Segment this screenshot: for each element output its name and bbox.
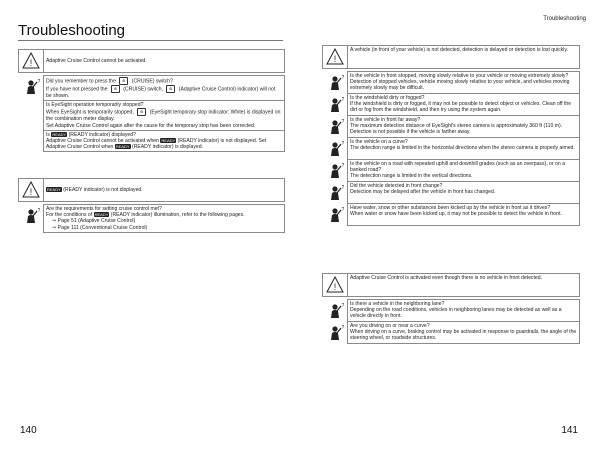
title-rule [18, 40, 283, 41]
acc-indicator-icon: ⊛ [166, 85, 175, 93]
list-item [44, 101, 285, 131]
list-item [348, 300, 580, 322]
warning-icon-cell [323, 46, 348, 69]
answer-text: For the conditions of [46, 212, 93, 219]
page-number-left: 140 [20, 425, 37, 436]
table-row [19, 179, 285, 202]
list-item [348, 204, 580, 226]
question-text: Are the requirements for setting cruise control met? [46, 206, 162, 212]
answer-text: When EyeSight is temporarily stopped, [46, 109, 134, 116]
table-row [323, 322, 580, 344]
page-reference: ⇒ Page 51 (Adaptive Cruise Control) [52, 218, 136, 225]
warning-icon-cell [19, 50, 44, 73]
list-item [348, 116, 580, 138]
table-row [323, 160, 580, 182]
answer-text: If you have not pressed the [46, 86, 108, 93]
ready-indicator-icon: READY [161, 138, 176, 144]
table-row [323, 204, 580, 226]
list-item [348, 138, 580, 160]
person-question-icon [326, 74, 344, 92]
troubleshoot-table-acc-not-activated [18, 49, 285, 152]
list-item [348, 322, 580, 344]
question-text: Is there a vehicle in the neighboring lane? [350, 301, 445, 307]
question-text: Is the windshield dirty or fogged? [350, 95, 425, 101]
answer-text: Depending on the road conditions, vehicles in neighboring lanes may be detected as well as a vehicle directly in front. [350, 307, 562, 320]
list-item [44, 205, 285, 233]
person-question-icon [326, 162, 344, 180]
warning-icon [326, 276, 344, 294]
question-icon-cell [19, 76, 44, 152]
question-text: Is the vehicle on a road with repeated uphill and downhill grades (such as an overpass), or on a banked road? [350, 161, 565, 174]
problem-label: A vehicle (in front of your vehicle) is not detected, detection is delayed or detection is lost quickly. [348, 46, 580, 69]
question-text: Have water, snow or other substances been kicked up by the vehicle in front as it drives? [350, 205, 551, 211]
page-title: Troubleshooting [18, 22, 126, 39]
question-icon-cell [19, 205, 44, 233]
answer-text: Set Adaptive Cruise Control again after the cause for the temporary stop has been corrected. [46, 122, 256, 129]
problem-label: Adaptive Cruise Control is activated even though there is no vehicle in front detected. [348, 274, 580, 297]
person-question-icon [326, 302, 344, 320]
list-item [348, 182, 580, 204]
person-question-icon [22, 207, 40, 225]
table-row [323, 94, 580, 116]
ready-indicator-icon: READY [94, 212, 109, 218]
list-item [348, 94, 580, 116]
troubleshoot-table-acc-false-activation [322, 273, 580, 344]
problem-text: (READY indicator) is not displayed. [63, 186, 143, 193]
table-row [323, 46, 580, 69]
list-item [348, 72, 580, 94]
table-row [323, 116, 580, 138]
answer-text: (READY indicator) illumination, refer to the following pages. [110, 212, 245, 219]
answer-text: When water or snow have been kicked up, it may not be possible to detect the vehicle in front. [350, 211, 562, 218]
question-text: Is [46, 131, 50, 138]
question-text: Is EyeSight operation temporarily stopped? [46, 102, 144, 109]
warning-icon [22, 52, 40, 70]
ready-indicator-icon: READY [52, 131, 67, 137]
answer-text: (Adaptive Cruise Control) indicator) will not be shown. [46, 86, 276, 99]
answer-text: If the windshield is dirty or fogged, it may not be possible to detect object or vehicles. Clean off the dirt or fog from the windshield, and then try using the system again. [350, 101, 572, 114]
table-row [323, 182, 580, 204]
answer-text: Detection of stopped vehicles, vehicle moving slowly relative to your vehicle, and vehicles moving extremely slowly may be difficult. [350, 79, 570, 92]
table-row [19, 50, 285, 73]
question-text: Is the vehicle in front stopped, moving slowly relative to your vehicle or moving extremely slowly? [350, 73, 569, 79]
eyesight-stop-icon: ⊛ [137, 108, 146, 116]
list-item [348, 160, 580, 182]
warning-icon [326, 48, 344, 66]
question-text: Are you driving on or near a curve? [350, 323, 430, 329]
person-question-icon [326, 184, 344, 202]
troubleshoot-table-vehicle-not-detected [322, 45, 580, 226]
answer-text: (EyeSight temporary stop indicator: White) is displayed on the combination meter display. [46, 109, 281, 123]
answer-text: The detection range is limited in the horizontal directions when the stereo camera is properly aimed. [350, 145, 575, 152]
table-row [19, 130, 285, 152]
answer-text: When driving on a curve, braking control may be activated in response to guardrails, the angle of the steering wheel, or roadside structures. [350, 329, 577, 342]
problem-label: Adaptive Cruise Control cannot be activated. [44, 50, 285, 73]
person-question-icon [326, 324, 344, 342]
answer-text: The maximum detection distance of EyeSight's stereo camera is approximately 360 ft (110 m). Detection is not possible if the vehicle is farther away. [350, 123, 563, 136]
list-item [44, 76, 285, 101]
list-item [44, 130, 285, 152]
question-text: Did the vehicle detected in front change? [350, 183, 443, 189]
person-question-icon [326, 118, 344, 136]
person-question-icon [326, 206, 344, 224]
question-text: (READY indicator) displayed? [68, 131, 136, 138]
question-text: Did you remember to press the [46, 78, 116, 85]
question-text: Is the vehicle in front far away? [350, 117, 421, 123]
cruise-switch-icon: ⊛ [111, 85, 120, 93]
person-question-icon [326, 96, 344, 114]
page-number-right: 141 [561, 425, 578, 436]
ready-indicator-icon: READY [115, 144, 130, 150]
table-row [19, 76, 285, 101]
problem-label [44, 179, 285, 202]
question-text: Is the vehicle on a curve? [350, 139, 408, 145]
answer-text: Adaptive Cruise Control cannot be activated when [46, 138, 159, 145]
page-reference: ⇒ Page 111 (Conventional Cruise Control) [52, 224, 148, 231]
cruise-switch-icon: ⊛ [119, 77, 128, 85]
table-row [323, 274, 580, 297]
warning-icon [22, 181, 40, 199]
table-row [19, 101, 285, 131]
answer-text: (READY indicator) is not displayed. Set Adaptive Cruise Control when [46, 138, 267, 151]
person-question-icon [22, 78, 40, 96]
table-row [323, 72, 580, 94]
troubleshoot-table-ready-not-displayed [18, 178, 285, 233]
ready-indicator-icon: READY [47, 186, 61, 192]
person-question-icon [326, 140, 344, 158]
question-text: (CRUISE) switch? [131, 78, 173, 85]
answer-text: Detection may be delayed after the vehicle in front has changed. [350, 189, 496, 196]
answer-text: (CRUISE) switch, [123, 86, 163, 93]
warning-icon-cell [19, 179, 44, 202]
answer-text: (READY indicator) is displayed. [132, 144, 203, 151]
table-row [323, 138, 580, 160]
answer-text: The detection range is limited in the vertical directions. [350, 173, 473, 180]
running-header: Troubleshooting [543, 16, 586, 22]
table-row [323, 300, 580, 322]
table-row [19, 205, 285, 233]
warning-icon-cell [323, 274, 348, 297]
